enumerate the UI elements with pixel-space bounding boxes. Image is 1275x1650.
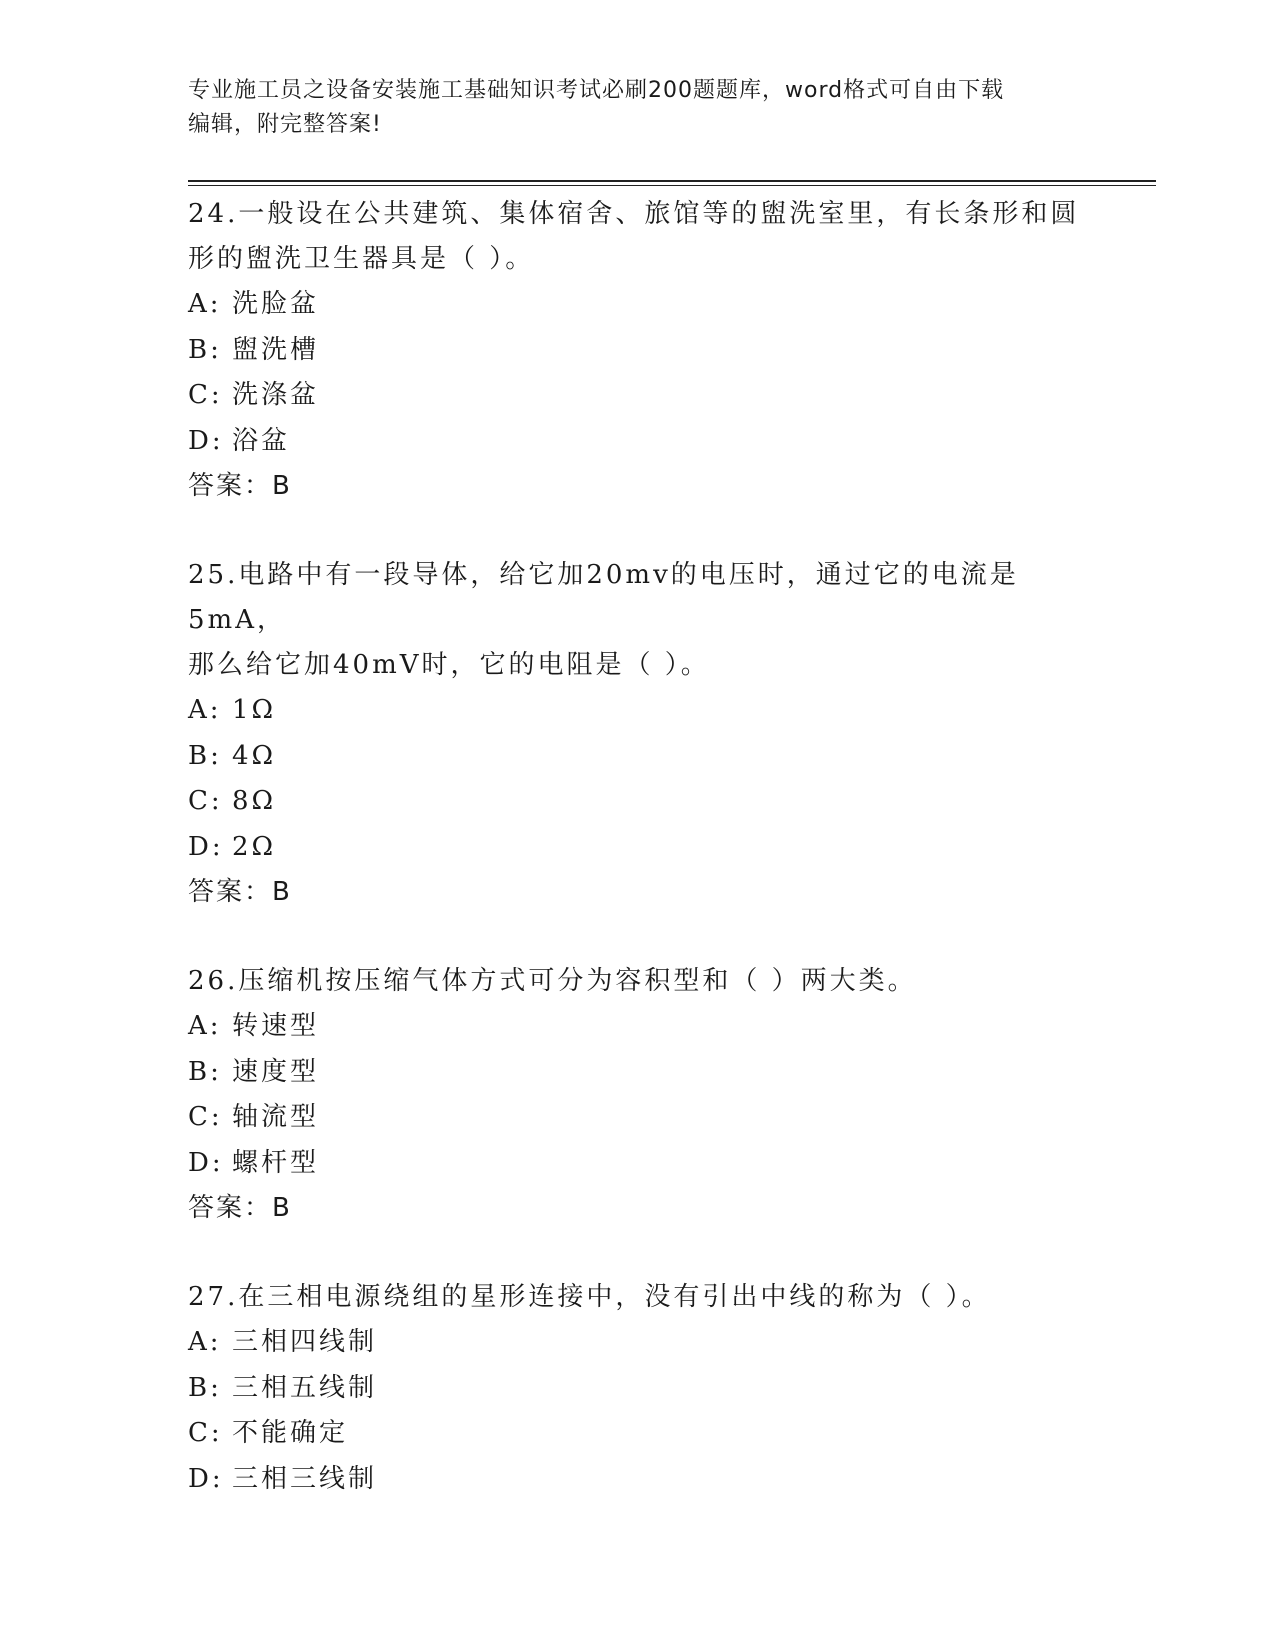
option-text: 三相五线制 <box>232 1372 378 1403</box>
header-title-line-1: 专业施工员之设备安装施工基础知识考试必刷200题题库，word格式可自由下载 <box>188 78 1005 103</box>
question-27 <box>188 1275 1088 1502</box>
question-stem-line: 那么给它加40mV时，它的电阻是（ ）。 <box>188 650 710 680</box>
option-key: C: <box>188 1418 223 1448</box>
question-list <box>188 192 1088 1502</box>
option-d <box>188 1141 1088 1187</box>
header-title-line-2: 编辑，附完整答案! <box>188 112 382 137</box>
question-26 <box>188 959 1088 1231</box>
header-divider-thick <box>188 180 1156 182</box>
option-text: 4Ω <box>232 740 277 771</box>
option-text: 轴流型 <box>232 1102 320 1132</box>
option-key: A: <box>188 1011 222 1041</box>
option-key: D: <box>188 1147 224 1178</box>
option-key: B: <box>188 334 222 365</box>
option-b <box>188 1366 1088 1412</box>
question-stem-line: 24.一般设在公共建筑、集体宿舍、旅馆等的盥洗室里，有长条形和圆 <box>188 199 1080 229</box>
option-d <box>188 825 1088 871</box>
option-a <box>188 1004 1088 1050</box>
question-25 <box>188 553 1088 915</box>
option-text: 速度型 <box>232 1056 320 1087</box>
option-c <box>188 1095 1088 1141</box>
question-spacer <box>188 915 1088 959</box>
option-text: 不能确定 <box>232 1418 349 1448</box>
option-c <box>188 779 1088 825</box>
option-key: B: <box>188 740 222 771</box>
option-a <box>188 688 1088 734</box>
answer-line: 答案：B <box>188 1193 292 1223</box>
option-text: 三相四线制 <box>232 1327 378 1357</box>
question-spacer <box>188 1231 1088 1275</box>
option-b <box>188 328 1088 374</box>
option-key: C: <box>188 786 223 816</box>
option-text: 螺杆型 <box>232 1147 320 1178</box>
option-key: A: <box>188 1327 222 1357</box>
option-key: A: <box>188 695 222 725</box>
question-stem-line: 27.在三相电源绕组的星形连接中，没有引出中线的称为（ ）。 <box>188 1282 991 1312</box>
option-key: B: <box>188 1372 222 1403</box>
question-stem-line: 26.压缩机按压缩气体方式可分为容积型和（ ）两大类。 <box>188 966 917 996</box>
option-key: D: <box>188 1463 224 1494</box>
question-spacer <box>188 509 1088 553</box>
option-text: 浴盆 <box>232 425 291 456</box>
option-text: 8Ω <box>232 786 277 816</box>
option-b <box>188 734 1088 780</box>
option-d <box>188 1457 1088 1503</box>
option-key: D: <box>188 425 224 456</box>
option-a <box>188 282 1088 328</box>
option-a <box>188 1320 1088 1366</box>
option-b <box>188 1050 1088 1096</box>
option-c <box>188 1411 1088 1457</box>
option-text: 盥洗槽 <box>232 334 320 365</box>
option-key: C: <box>188 1102 223 1132</box>
option-key: D: <box>188 831 224 862</box>
document-header <box>188 74 1088 142</box>
option-key: A: <box>188 289 222 319</box>
option-text: 转速型 <box>232 1011 320 1041</box>
option-text: 1Ω <box>232 695 277 725</box>
answer-line: 答案：B <box>188 471 292 501</box>
question-stem-line: 25.电路中有一段导体，给它加20mv的电压时，通过它的电流是5mA， <box>188 560 1019 635</box>
header-divider-thin <box>188 185 1156 186</box>
option-text: 洗涤盆 <box>232 380 320 410</box>
option-d <box>188 419 1088 465</box>
option-c <box>188 373 1088 419</box>
question-24 <box>188 192 1088 509</box>
option-text: 三相三线制 <box>232 1463 378 1494</box>
option-text: 洗脸盆 <box>232 289 320 319</box>
question-stem-line: 形的盥洗卫生器具是（ ）。 <box>188 244 535 274</box>
option-key: C: <box>188 380 223 410</box>
option-text: 2Ω <box>232 831 277 862</box>
answer-line: 答案：B <box>188 877 292 907</box>
option-key: B: <box>188 1056 222 1087</box>
